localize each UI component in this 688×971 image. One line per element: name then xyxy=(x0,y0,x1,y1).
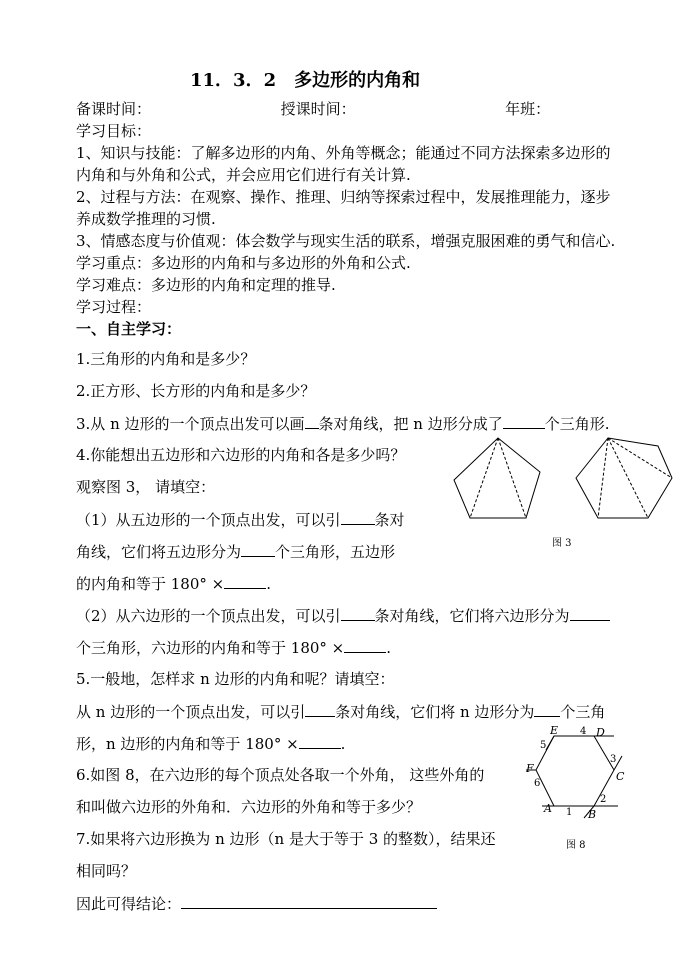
label-A: A xyxy=(544,802,552,815)
teach-time-label: 授课时间： xyxy=(280,100,356,118)
q5-text-a: 从 n 边形的一个顶点出发，可以引 xyxy=(76,703,306,721)
s1-text-b: 条对 xyxy=(374,511,405,529)
s1-blank-2[interactable] xyxy=(241,542,275,557)
q7-line1: 7.如果将六边形换为 n 边形（n 是大于等于 3 的整数），结果还 xyxy=(76,830,496,848)
hexagon-diagonal-3 xyxy=(598,438,608,518)
ext-line-e xyxy=(546,736,554,750)
q6-line1: 6.如图 8，在六边形的每个顶点处各取一个外角， 这些外角的 xyxy=(76,766,485,784)
s2-blank-1[interactable] xyxy=(341,606,375,621)
question-4: 4.你能想出五边形和六边形的内角和各是多少吗？ xyxy=(76,446,406,464)
hexagon xyxy=(576,438,672,518)
angle-6: 6 xyxy=(534,778,541,789)
s2-text-a: （2）从六边形的一个顶点出发，可以引 xyxy=(76,607,341,625)
label-B: B xyxy=(588,808,597,821)
conclusion-label: 因此可得结论： xyxy=(76,895,182,913)
q5-blank-3[interactable] xyxy=(299,734,341,749)
angle-3: 3 xyxy=(610,754,617,765)
class-label: 年班： xyxy=(505,100,551,118)
goal3-line: 3、情感态度与价值观：体会数学与现实生活的联系，增强克服困难的勇气和信心. xyxy=(76,232,616,250)
s2-text-d: . xyxy=(386,639,392,657)
conclusion-blank[interactable] xyxy=(181,894,437,909)
difficulty: 学习难点：多边形的内角和定理的推导. xyxy=(76,276,336,294)
sub1-line3 xyxy=(76,574,271,593)
question-5: 5.一般地，怎样求 n 边形的内角和呢？请填空： xyxy=(76,670,395,688)
s2-text-c: 个三角形，六边形的内角和等于 180° × xyxy=(76,639,345,657)
q3-text-c: 个三角形. xyxy=(544,415,610,433)
question-2: 2.正方形、长方形的内角和是多少？ xyxy=(76,382,316,400)
q5-line1 xyxy=(76,702,605,721)
sub2-line2 xyxy=(76,638,391,657)
s1-text-d: 个三角形，五边形 xyxy=(275,543,396,561)
q5-text-c: 个三角 xyxy=(560,703,606,721)
q6-line2: 和叫做六边形的外角和．六边形的外角和等于多少？ xyxy=(76,798,422,816)
s1-blank-1[interactable] xyxy=(341,510,375,525)
angle-4: 4 xyxy=(580,726,587,737)
hexagon-diagonal-2 xyxy=(608,438,648,518)
pentagon xyxy=(454,438,540,518)
observe-prompt: 观察图 3， 请填空： xyxy=(76,478,216,496)
label-D: D xyxy=(596,726,605,739)
q5-blank-1[interactable] xyxy=(305,702,335,717)
q5-line2 xyxy=(76,734,345,753)
s1-text-e: 的内角和等于 180° × xyxy=(76,575,225,593)
s1-text-a: （1）从五边形的一个顶点出发，可以引 xyxy=(76,511,341,529)
q5-blank-2[interactable] xyxy=(534,702,560,717)
figure-8-hexagon xyxy=(522,722,632,822)
figure-3-caption: 图 3 xyxy=(552,538,572,549)
s2-blank-2[interactable] xyxy=(570,606,610,621)
q5-text-d: 形，n 边形的内角和等于 180° × xyxy=(76,735,299,753)
page-title: 11．3．2 多边形的内角和 xyxy=(190,70,421,91)
sub1-line1 xyxy=(76,510,405,529)
s2-blank-3[interactable] xyxy=(344,638,386,653)
prep-time-label: 备课时间： xyxy=(76,100,152,118)
q7-line2: 相同吗？ xyxy=(76,862,137,880)
label-F: F xyxy=(526,762,534,775)
q5-text-b: 条对角线，它们将 n 边形分为 xyxy=(335,703,535,721)
s2-text-b: 条对角线，它们将六边形分为 xyxy=(374,607,570,625)
s1-text-c: 角线，它们将五边形分为 xyxy=(76,543,242,561)
sub1-line2 xyxy=(76,542,395,561)
label-C: C xyxy=(616,770,625,783)
goal1-line2: 内角和与外角和公式，并会应用它们进行有关计算. xyxy=(76,166,411,184)
sub2-line1 xyxy=(76,606,610,625)
key-point: 学习重点：多边形的内角和与多边形的外角和公式. xyxy=(76,254,411,272)
goal1-line1: 1、知识与技能：了解多边形的内角、外角等概念；能通过不同方法探索多边形的 xyxy=(76,144,611,162)
figure-3-polygons xyxy=(448,430,678,530)
conclusion-line xyxy=(76,894,437,913)
process-heading: 学习过程： xyxy=(76,298,152,316)
goal2-line1: 2、过程与方法：在观察、操作、推理、归纳等探索过程中，发展推理能力，逐步 xyxy=(76,188,611,206)
q3-blank-1[interactable] xyxy=(305,414,319,429)
q3-text-b: 条对角线，把 n 边形分成了 xyxy=(318,415,503,433)
s1-blank-3[interactable] xyxy=(224,574,266,589)
q5-text-e: . xyxy=(340,735,346,753)
figure-8-caption: 图 8 xyxy=(566,840,586,851)
goals-heading: 学习目标： xyxy=(76,122,152,140)
angle-5: 5 xyxy=(540,740,547,751)
pentagon-diagonal-2 xyxy=(470,438,498,518)
label-E: E xyxy=(550,724,559,737)
q3-blank-2[interactable] xyxy=(503,414,545,429)
section1-heading: 一、自主学习： xyxy=(76,320,182,338)
question-1: 1.三角形的内角和是多少？ xyxy=(76,350,256,368)
angle-2: 2 xyxy=(600,794,607,805)
header-row xyxy=(76,100,550,118)
goal2-line2: 养成数学推理的习惯. xyxy=(76,210,216,228)
angle-1: 1 xyxy=(566,807,573,818)
s1-text-f: . xyxy=(266,575,272,593)
pentagon-diagonal-1 xyxy=(498,438,526,518)
q3-text-a: 3.从 n 边形的一个顶点出发可以画 xyxy=(76,415,305,433)
